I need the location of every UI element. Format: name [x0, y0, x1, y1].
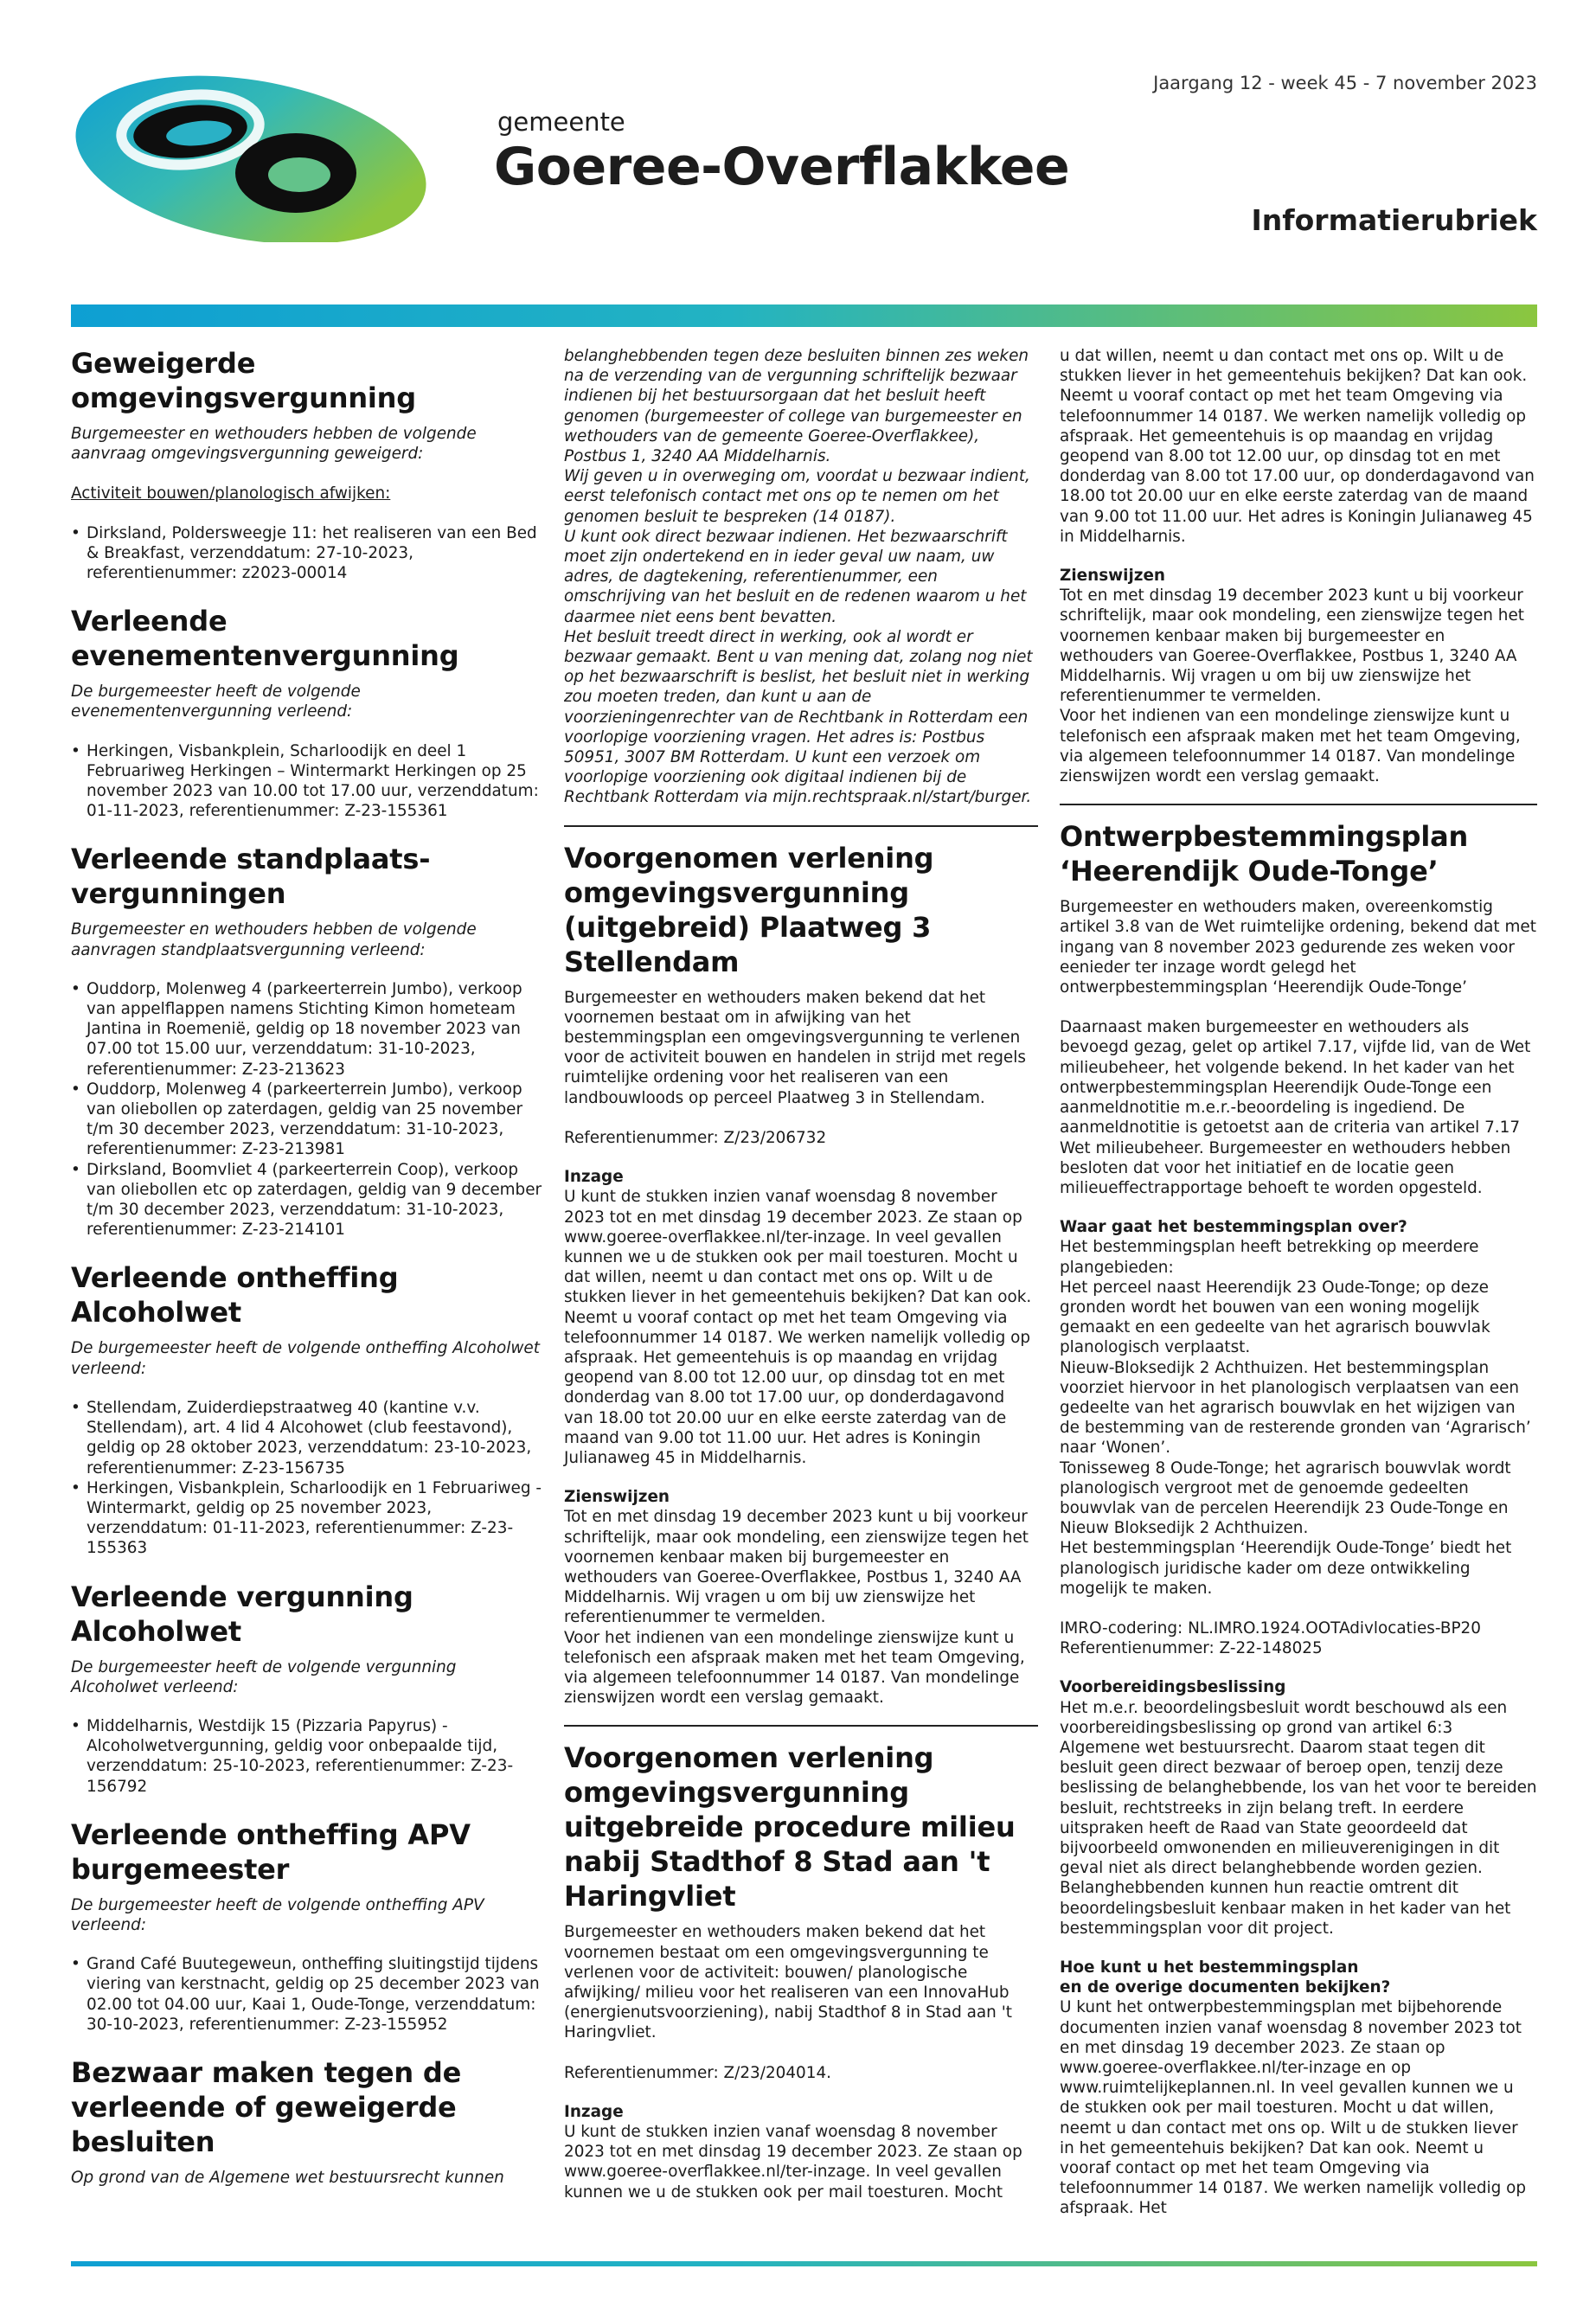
section-label: Informatierubriek	[1251, 203, 1537, 237]
item-list	[71, 741, 542, 822]
section-stadthof-haringvliet	[564, 1740, 1038, 2202]
section-bezwaar-continued	[564, 346, 1038, 808]
subheading: Hoe kunt u het bestemmingsplan	[1060, 1958, 1359, 1977]
reference-number: Referentienummer: Z/23/204014.	[564, 2063, 831, 2082]
subheading: en de overige documenten bekijken?	[1060, 1978, 1391, 1997]
section-divider	[564, 1725, 1038, 1727]
paragraph: Tot en met dinsdag 19 december 2023 kunt u bij voorkeur schriftelijk, maar ook mondeling, een zienswijze tegen het voornemen kenbaar maken bij burgemeester en wethouders van Goeree-Overflakkee, Postbus 1, 3240 AA Middelharnis. Wij vragen u om bij uw zienswijze het referentienummer te vermelden.	[1060, 586, 1524, 706]
paragraph: Het perceel naast Heerendijk 23 Oude-Tonge; op deze gronden wordt het bouwen van een woning mogelijk gemaakt en een gedeelte van het agrarisch bouwvlak planologisch verplaatst.	[1060, 1278, 1490, 1357]
paragraph: Burgemeester en wethouders maken bekend dat het voornemen bestaat om een omgevingsvergunning te verlenen voor de activiteit: bouwen/ planologische afwijking/ milieu voor het realiseren van een InnovaHub (energienutsvoorziening), nabij Stadthof 8 in Stad aan 't Haringvliet.	[564, 1923, 1012, 2042]
paragraph: Daarnaast maken burgemeester en wethouders als bevoegd gezag, gelet op artikel 7.17, vijfde lid, van de Wet milieubeheer, het volgende bekend. In het kader van het ontwerpbestemmingsplan Heerendijk Oude-Tonge een aanmeldnotitie m.e.r.-beoordeling is ingediend. De aanmeldnotitie is getoetst aan de criteria van artikel 7.17 Wet milieubeheer. Burgemeester en wethouders hebben besloten dat voor het initiatief en de locatie geen milieueffectrapportage behoeft te worden opgesteld.	[1060, 1018, 1531, 1197]
paragraph: Het bestemmingsplan ‘Heerendijk Oude-Tonge’ biedt het planologisch juridische kader om deze ontwikkeling mogelijk te maken.	[1060, 1539, 1512, 1598]
list-item: • Ouddorp, Molenweg 4 (parkeerterrein Jumbo), verkoop van appelflappen namens Stichting Kimon hometeam Jantina in Roemenië, geldig op 18 november 2023 van 07.00 tot 15.00 uur, verzenddatum: 31-10-2023, referentienummer: Z-23-213623	[87, 979, 542, 1080]
section-vergunning-alcoholwet	[71, 1580, 542, 1797]
paragraph: Het bestemmingsplan heeft betrekking op meerdere plangebieden:	[1060, 1238, 1479, 1277]
section-intro: Burgemeester en wethouders hebben de volgende aanvraag omgevingsvergunning geweigerd:	[71, 425, 477, 464]
section-standplaatsvergunningen	[71, 842, 542, 1240]
imro-code: IMRO-codering: NL.IMRO.1924.OOTAdivlocaties-BP20	[1060, 1618, 1481, 1638]
section-intro: De burgemeester heeft de volgende ontheffing Alcoholwet verleend:	[71, 1339, 540, 1378]
footer-gradient-bar	[71, 2261, 1537, 2266]
section-intro: Op grond van de Algemene wet bestuursrecht kunnen	[71, 2168, 504, 2187]
subheading: Zienswijzen	[564, 1488, 670, 1507]
list-item: • Dirksland, Boomvliet 4 (parkeerterrein Coop), verkoop van oliebollen etc op zaterdagen, geldig van 9 december t/m 30 december 2023, verzenddatum: 31-10-2023, referentienummer: Z-23-214101	[87, 1160, 542, 1240]
column-right	[1060, 346, 1537, 2219]
subheading: Inzage	[564, 1168, 624, 1187]
section-geweigerde-omgevingsvergunning	[71, 346, 542, 583]
section-title: Verleende evenementenvergunning	[71, 605, 459, 673]
list-item: • Dirksland, Poldersweegje 11: het realiseren van een Bed & Breakfast, verzenddatum: 27-10-2023, referentienummer: z2023-00014	[87, 523, 542, 584]
section-intro: De burgemeester heeft de volgende ontheffing APV verleend:	[71, 1895, 484, 1934]
list-item: • Stellendam, Zuiderdiepstraatweg 40 (kantine v.v. Stellendam), art. 4 lid 4 Alcohowet (club feestavond), geldig op 28 oktober 2023, verzenddatum: 23-10-2023, referentienummer: Z-23-156735	[87, 1398, 542, 1478]
subheading: Waar gaat het bestemmingsplan over?	[1060, 1218, 1407, 1237]
paragraph: Tonisseweg 8 Oude-Tonge; het agrarisch bouwvlak wordt planologisch vergroot met de genoemde gedeelten bouwvlak van de percelen Heerendijk 23 Oude-Tonge en Nieuw Bloksedijk 2 Achthuizen.	[1060, 1458, 1511, 1538]
section-heerendijk-oude-tonge	[1060, 819, 1537, 2218]
paragraph: U kunt de stukken inzien vanaf woensdag 8 november 2023 tot en met dinsdag 19 december 2023. Ze staan op www.goeree-overflakkee.nl/ter-inzage. In veel gevallen kunnen we u de stukken ook per mail toesturen. Mocht u dat willen, neemt u dan contact met ons op. Wilt u de stukken liever in het gemeentehuis bekijken? Dat kan ook. Neemt u vooraf contact op met het team Omgeving via telefoonnummer 14 0187. We werken namelijk volledig op afspraak. Het gemeentehuis is op maandag en vrijdag geopend van 8.00 tot 12.00 uur, op dinsdag tot en met donderdag van 8.00 tot 17.00 uur, op donderdagavond van 18.00 tot 20.00 uur en elke eerste zaterdag van de maand van 9.00 tot 11.00 uur. Het adres is Koningin Julianaweg 45 in Middelharnis.	[564, 1188, 1032, 1467]
item-list	[71, 1716, 542, 1797]
paragraph: Tot en met dinsdag 19 december 2023 kunt u bij voorkeur schriftelijk, maar ook mondeling, een zienswijze tegen het voornemen kenbaar maken bij burgemeester en wethouders van Goeree-Overflakkee, Postbus 1, 3240 AA Middelharnis. Wij vragen u om bij uw zienswijze het referentienummer te vermelden.	[564, 1508, 1029, 1627]
section-intro: De burgemeester heeft de volgende vergunning Alcoholwet verleend:	[71, 1657, 457, 1696]
edition-info: Jaargang 12 - week 45 - 7 november 2023	[1153, 73, 1537, 93]
section-intro: Burgemeester en wethouders hebben de volgende aanvragen standplaatsvergunning verleend:	[71, 920, 477, 959]
paragraph: Het m.e.r. beoordelingsbesluit wordt beschouwd als een voorbereidingsbeslissing op grond van artikel 6:3 Algemene wet bestuursrecht. Daarom staat tegen dit besluit geen direct bezwaar of beroep open, tenzij deze beslissing de belanghebbende, los van het voor te bereiden besluit, rechtstreeks in zijn belang treft. In eerdere uitspraken heeft de Raad van State geoordeeld dat bijvoorbeeld omwonenden en milieuverenigingen in dit geval niet als direct belanghebbende worden gezien. Belanghebbenden kunnen hun reactie omtrent dit beoordelingsbesluit kenbaar maken in het kader van het bestemmingsplan voor dit project.	[1060, 1698, 1537, 1938]
list-item: • Herkingen, Visbankplein, Scharloodijk en 1 Februariweg - Wintermarkt, geldig op 25 november 2023, verzenddatum: 01-11-2023, referentienummer: Z-23-155363	[87, 1478, 542, 1559]
list-item: • Grand Café Buutegeweun, ontheffing sluitingstijd tijdens viering van kerstnacht, geldig op 25 december 2023 van 02.00 tot 04.00 uur, Kaai 1, Oude-Tonge, verzenddatum: 30-10-2023, referentienummer: Z-23-155952	[87, 1954, 542, 2035]
section-stadthof-continued	[1060, 346, 1537, 786]
column-middle	[564, 346, 1038, 2202]
section-divider	[1060, 804, 1537, 805]
paragraph: Het besluit treedt direct in werking, ook al wordt er bezwaar gemaakt. Bent u van mening dat, zolang nog niet op het bezwaarschrift is beslist, het besluit niet in werking zou moeten treden, dan kunt u aan de voorzieningenrechter van de Rechtbank in Rotterdam een voorlopige voorziening vragen. Het adres is: Postbus 50951, 3007 BM Rotterdam. U kunt een verzoek om voorlopige voorziening ook digitaal indienen bij de Rechtbank Rotterdam via mijn.rechtspraak.nl/start/burger.	[564, 627, 1033, 807]
paragraph: Voor het indienen van een mondelinge zienswijze kunt u telefonisch een afspraak maken met het team Omgeving, via algemeen telefoonnummer 14 0187. Van mondelinge zienswijzen wordt een verslag gemaakt.	[564, 1628, 1025, 1708]
section-divider	[564, 825, 1038, 827]
paragraph: U kunt de stukken inzien vanaf woensdag 8 november 2023 tot en met dinsdag 19 december 2023. Ze staan op www.goeree-overflakkee.nl/ter-inzage. In veel gevallen kunnen we u de stukken ook per mail toesturen. Mocht	[564, 2123, 1022, 2202]
paragraph: Burgemeester en wethouders maken bekend dat het voornemen bestaat om in afwijking van het bestemmingsplan een omgevingsvergunning te verlenen voor de activiteit bouwen en handelen in strijd met regels ruimtelijke ordening voor het realiseren van een landbouwloods op perceel Plaatweg 3 in Stellendam.	[564, 988, 1026, 1107]
section-ontheffing-apv	[71, 1817, 542, 2035]
section-title: Geweigerde omgevingsvergunning	[71, 347, 416, 414]
section-plaatweg-stellendam	[564, 841, 1038, 1708]
section-title: Voorgenomen verlening omgevingsvergunning (uitgebreid) Plaatweg 3 Stellendam	[564, 841, 934, 978]
section-title: Ontwerpbestemmingsplan ‘Heerendijk Oude-Tonge’	[1060, 820, 1469, 888]
paragraph: U kunt ook direct bezwaar indienen. Het bezwaarschrift moet zijn ondertekend en in ieder geval uw naam, uw adres, de dagtekening, referentienummer, een omschrijving van het besluit en de redenen waarom u het daarmee niet eens bent bevatten.	[564, 527, 1027, 626]
reference-number: Referentienummer: Z/23/206732	[564, 1128, 827, 1147]
section-title: Verleende vergunning Alcoholwet	[71, 1580, 413, 1648]
reference-number: Referentienummer: Z-22-148025	[1060, 1639, 1323, 1658]
subheading: Voorbereidingsbeslissing	[1060, 1678, 1286, 1697]
section-evenementenvergunning	[71, 604, 542, 821]
paragraph: Wij geven u in overweging om, voordat u bezwaar indient, eerst telefonisch contact met ons op te nemen om het genomen besluit te bespreken (14 0187).	[564, 467, 1030, 526]
item-list	[71, 523, 542, 584]
section-ontheffing-alcoholwet	[71, 1260, 542, 1558]
section-intro: De burgemeester heeft de volgende evenementenvergunning verleend:	[71, 683, 361, 721]
paragraph: belanghebbenden tegen deze besluiten binnen zes weken na de verzending van de vergunning schriftelijk bezwaar indienen bij het bestuursorgaan dat het besluit heeft genomen (burgemeester of college van burgemeester en wethouders van de gemeente Goeree-Overflakkee), Postbus 1, 3240 AA Middelharnis.	[564, 347, 1029, 466]
activity-label: Activiteit bouwen/planologisch afwijken:	[71, 484, 391, 503]
municipality-name: Goeree-Overflakkee	[494, 137, 1070, 197]
section-title: Verleende ontheffing Alcoholwet	[71, 1261, 399, 1330]
paragraph: Nieuw-Bloksedijk 2 Achthuizen. Het bestemmingsplan voorziet hiervoor in het planologisch verplaatsen van een gedeelte van het agrarisch bouwvlak en het wijzigen van de bestemming van de resterende gronden van ‘Agrarisch’ naar ‘Wonen’.	[1060, 1358, 1531, 1458]
paragraph: Burgemeester en wethouders maken, overeenkomstig artikel 3.8 van de Wet ruimtelijke ordening, bekend dat met ingang van 8 november 2023 gedurende zes weken voor eenieder ter inzage wordt gelegd het ontwerpbestemmingsplan ‘Heerendijk Oude-Tonge’	[1060, 898, 1536, 997]
header-gradient-bar	[71, 304, 1537, 327]
section-title: Verleende ontheffing APV burgemeester	[71, 1817, 471, 1886]
list-item: • Middelharnis, Westdijk 15 (Pizzaria Papyrus) - Alcoholwetvergunning, geldig voor onbepaalde tijd, verzenddatum: 25-10-2023, referentienummer: Z-23-156792	[87, 1716, 542, 1797]
list-item: • Herkingen, Visbankplein, Scharloodijk en deel 1 Februariweg Herkingen – Wintermarkt Herkingen op 25 november 2023 van 10.00 tot 17.00 uur, verzenddatum: 01-11-2023, referentienummer: Z-23-155361	[87, 741, 542, 822]
goeree-overflakkee-logo-icon	[69, 69, 450, 242]
section-bezwaar	[71, 2055, 542, 2188]
section-title: Voorgenomen verlening omgevingsvergunning uitgebreide procedure milieu nabij Stadthof 8 Stad aan 't Haringvliet	[564, 1741, 1016, 1913]
paragraph: u dat willen, neemt u dan contact met ons op. Wilt u de stukken liever in het gemeentehuis bekijken? Dat kan ook. Neemt u vooraf contact op met het team Omgeving via telefoonnummer 14 0187. We werken namelijk volledig op afspraak. Het gemeentehuis is op maandag en vrijdag geopend van 8.00 tot 12.00 uur, op dinsdag tot en met donderdag van 8.00 tot 17.00 uur, op donderdagavond van 18.00 tot 20.00 uur en elke eerste zaterdag van de maand van 9.00 tot 11.00 uur. Het adres is Koningin Julianaweg 45 in Middelharnis.	[1060, 347, 1535, 546]
section-title: Bezwaar maken tegen de verleende of geweigerde besluiten	[71, 2055, 462, 2158]
paragraph: Voor het indienen van een mondelinge zienswijze kunt u telefonisch een afspraak maken met het team Omgeving, via algemeen telefoonnummer 14 0187. Van mondelinge zienswijzen wordt een verslag gemaakt.	[1060, 707, 1521, 786]
list-item: • Ouddorp, Molenweg 4 (parkeerterrein Jumbo), verkoop van oliebollen op zaterdagen, geldig van 25 november t/m 30 december 2023, verzenddatum: 31-10-2023, referentienummer: Z-23-213981	[87, 1080, 542, 1160]
page-header	[0, 0, 1596, 329]
column-left	[71, 346, 542, 2188]
item-list	[71, 979, 542, 1240]
subheading: Zienswijzen	[1060, 567, 1166, 586]
paragraph: U kunt het ontwerpbestemmingsplan met bijbehorende documenten inzien vanaf woensdag 8 november 2023 tot en met dinsdag 19 december 2023. Ze staan op www.goeree-overflakkee.nl/ter-inzage en op www.ruimtelijkeplannen.nl. In veel gevallen kunnen we u de stukken ook per mail toesturen. Mocht u dat willen, neemt u dan contact met ons op. Wilt u de stukken liever in het gemeentehuis bekijken? Dat kan ook. Neemt u vooraf contact op met het team Omgeving via telefoonnummer 14 0187. We werken namelijk volledig op afspraak. Het	[1060, 1998, 1527, 2218]
subheading: Inzage	[564, 2102, 624, 2121]
municipality-prefix: gemeente	[497, 107, 625, 137]
item-list	[71, 1398, 542, 1559]
item-list	[71, 1954, 542, 2035]
section-title: Verleende standplaats-vergunningen	[71, 843, 431, 911]
